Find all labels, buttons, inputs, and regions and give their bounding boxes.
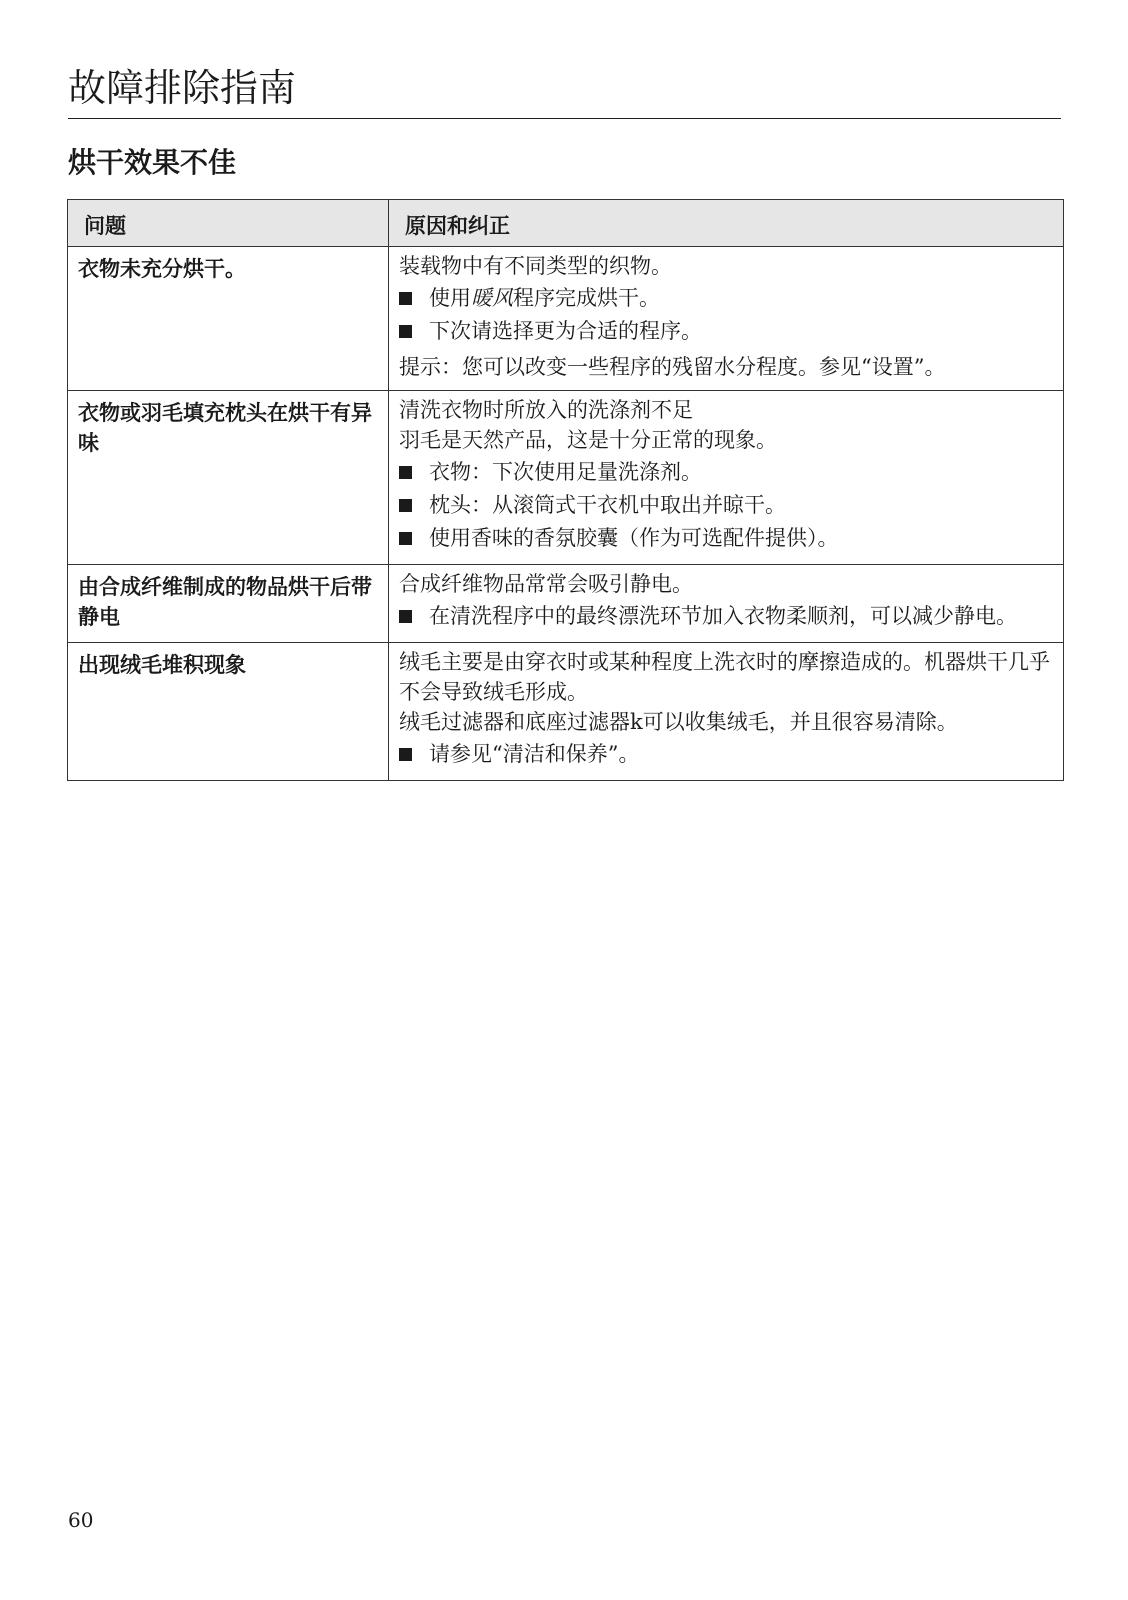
page-number: 60 (68, 1508, 94, 1532)
list-item: 使用暖风程序完成烘干。 (399, 283, 1051, 313)
remedy-list (399, 283, 1051, 346)
problem-text: 出现绒毛堆积现象 (78, 653, 246, 677)
table-row (68, 565, 1064, 643)
tip-text: 提示：您可以改变一些程序的残留水分程度。参见“设置”。 (399, 355, 946, 379)
title-divider (68, 118, 1061, 119)
list-item: 下次请选择更为合适的程序。 (399, 316, 1051, 346)
remedy-list (399, 457, 1051, 553)
problem-cell (68, 643, 389, 781)
cause-text: 合成纤维物品常常会吸引静电。 (399, 572, 693, 596)
cause-cell (389, 391, 1064, 565)
remedy-list (399, 739, 1051, 769)
cause-text: 装载物中有不同类型的织物。 (399, 254, 672, 278)
square-bullet-icon (399, 499, 412, 512)
problem-text: 由合成纤维制成的物品烘干后带静电 (78, 575, 372, 629)
square-bullet-icon (399, 748, 412, 761)
cause-cell (389, 247, 1064, 391)
page-title: 故障排除指南 (68, 66, 297, 110)
cause-text: 绒毛过滤器和底座过滤器k可以收集绒毛，并且很容易清除。 (399, 710, 958, 734)
cause-text: 绒毛主要是由穿衣时或某种程度上洗衣时的摩擦造成的。机器烘干几乎不会导致绒毛形成。 (399, 650, 1050, 704)
problem-cell (68, 565, 389, 643)
header-cause: 原因和纠正 (389, 200, 1064, 247)
header-problem: 问题 (68, 200, 389, 247)
cause-cell (389, 565, 1064, 643)
square-bullet-icon (399, 532, 412, 545)
table-row (68, 247, 1064, 391)
table-row (68, 643, 1064, 781)
list-item: 枕头：从滚筒式干衣机中取出并晾干。 (399, 490, 1051, 520)
list-item: 使用香味的香氛胶囊（作为可选配件提供）。 (399, 523, 1051, 553)
program-name: 暖风 (471, 286, 513, 310)
square-bullet-icon (399, 466, 412, 479)
square-bullet-icon (399, 325, 412, 338)
problem-cell (68, 391, 389, 565)
troubleshooting-table (67, 199, 1064, 781)
table-header-row (68, 200, 1064, 247)
remedy-list (399, 601, 1051, 631)
section-title: 烘干效果不佳 (68, 146, 237, 179)
square-bullet-icon (399, 610, 412, 623)
cause-text: 清洗衣物时所放入的洗涤剂不足 (399, 398, 693, 422)
list-item: 衣物：下次使用足量洗涤剂。 (399, 457, 1051, 487)
cause-text: 羽毛是天然产品，这是十分正常的现象。 (399, 428, 777, 452)
list-item: 在清洗程序中的最终漂洗环节加入衣物柔顺剂，可以减少静电。 (399, 601, 1051, 631)
table-row (68, 391, 1064, 565)
square-bullet-icon (399, 292, 412, 305)
cause-cell (389, 643, 1064, 781)
problem-text: 衣物或羽毛填充枕头在烘干有异味 (78, 401, 372, 455)
problem-cell (68, 247, 389, 391)
problem-text: 衣物未充分烘干。 (78, 257, 246, 281)
list-item: 请参见“清洁和保养”。 (399, 739, 1051, 769)
